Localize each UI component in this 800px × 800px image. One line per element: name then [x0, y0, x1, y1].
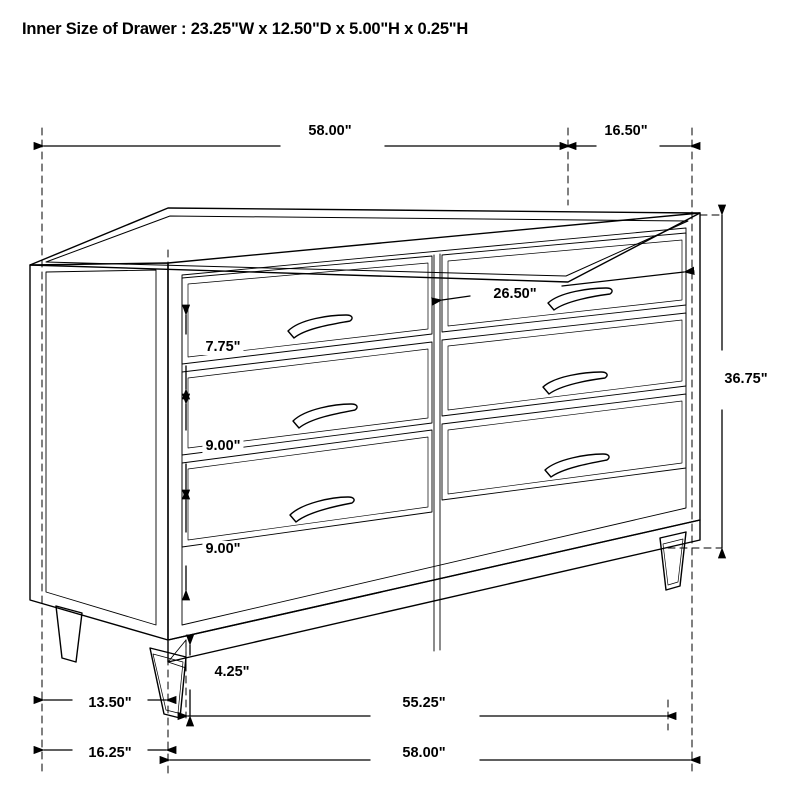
dimension-label-drawer-width-upper-right: 26.50" — [490, 286, 539, 302]
dimension-label-drawer-height-top: 7.75" — [202, 339, 243, 355]
dimension-label-side-depth-outer: 16.25" — [85, 745, 134, 761]
dimension-lines — [44, 146, 722, 760]
extension-lines — [42, 128, 722, 775]
dimension-label-side-depth-lower: 13.50" — [85, 695, 134, 711]
dimension-label-front-width-outer: 58.00" — [399, 745, 448, 761]
page-title: Inner Size of Drawer : 23.25"W x 12.50"D x 5.00"H x 0.25"H — [22, 20, 469, 38]
dimension-label-front-width-inner: 55.25" — [399, 695, 448, 711]
dimension-label-drawer-height-middle: 9.00" — [202, 438, 243, 454]
dimension-label-top-depth-right: 16.50" — [601, 123, 650, 139]
drawer-right-bottom — [442, 394, 686, 500]
dimension-label-leg-height: 4.25" — [211, 664, 252, 680]
dimension-label-top-width-main: 58.00" — [305, 123, 354, 139]
dresser-outline — [30, 208, 700, 651]
dimension-label-overall-height: 36.75" — [721, 371, 770, 387]
drawer-right-middle — [442, 313, 686, 416]
dimension-label-drawer-height-bottom: 9.00" — [202, 541, 243, 557]
legs — [56, 532, 686, 718]
